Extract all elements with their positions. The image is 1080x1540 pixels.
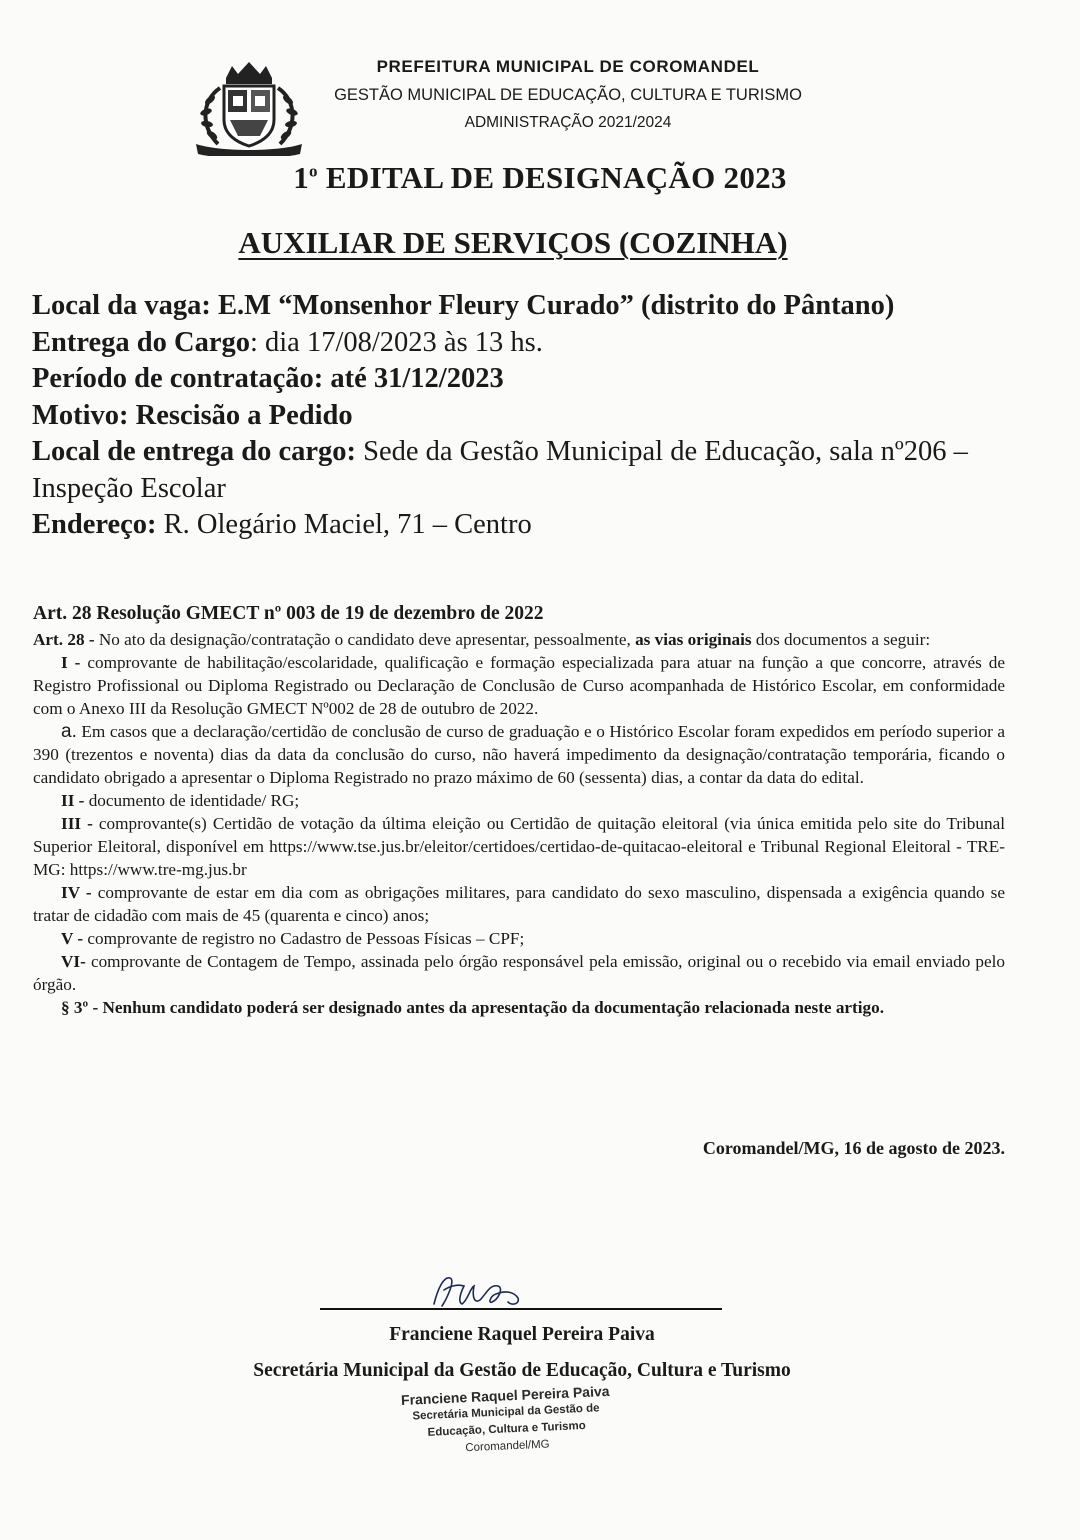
document-subtitle: AUXILIAR DE SERVIÇOS (COZINHA) [238, 225, 788, 260]
info-local-entrega: Local de entrega do cargo: Sede da Gestão Municipal de Educação, sala nº206 – Inspeção Escolar [32, 436, 968, 504]
info-motivo: Motivo: Rescisão a Pedido [32, 399, 353, 431]
item-ii: II - documento de identidade/ RG; [61, 791, 300, 810]
article-heading: Art. 28 Resolução GMECT nº 003 de 19 de dezembro de 2022 [33, 603, 544, 624]
gestao-subtitle: GESTÃO MUNICIPAL DE EDUCAÇÃO, CULTURA E TURISMO [334, 86, 802, 104]
item-iv: IV - comprovante de estar em dia com as obrigações militares, para candidato do sexo masculino, dispensada a exigência quando se tratar de cidadão com mais de 45 (quarenta e cinco) anos; [33, 883, 1005, 925]
item-a: a. Em casos que a declaração/certidão de conclusão de curso de graduação e o Histórico Escolar foram expedidos em período superior a 390 (trezentos e noventa) dias da data da conclusão do curso, não haverá impedimento da designação/contratação temporária, ficando o candidato obrigado a apresentar o Diploma Registrado no prazo máximo de 60 (sessenta) dias, a contar da data do edital. [33, 721, 1005, 787]
signatory-name: Franciene Raquel Pereira Paiva [389, 1324, 655, 1345]
title-ordinal: o [309, 161, 318, 181]
title-text: EDITAL DE DESIGNAÇÃO 2023 [325, 160, 787, 195]
municipal-crest-icon [190, 60, 308, 156]
signature-line [320, 1308, 722, 1310]
stamp-department: Educação, Cultura e Turismo [427, 1419, 587, 1439]
administracao-line: ADMINISTRAÇÃO 2021/2024 [464, 114, 672, 131]
signature-block [0, 1270, 1080, 1540]
item-vi: VI- comprovante de Contagem de Tempo, assinada pelo órgão responsável pela emissão, original ou o recebido via email enviado pelo órgão. [33, 952, 1005, 994]
paragraph-3: § 3º - Nenhum candidato poderá ser designado antes da apresentação da documentação relacionada neste artigo. [61, 998, 885, 1017]
stamp-role: Secretária Municipal da Gestão de [412, 1402, 600, 1423]
letterhead [190, 52, 1070, 152]
info-endereco: Endereço: R. Olegário Maciel, 71 – Centro [32, 509, 532, 540]
item-iii: III - comprovante(s) Certidão de votação da última eleição ou Certidão de quitação eleitoral (via única emitida pelo site do Tribunal Superior Eleitoral, disponível em https://www.tse.jus.br/eleitor/certidoes/certidao-de-quitacao-eleitoral e Tribunal Regional Eleitoral - TRE-MG: https://www.tre-mg.jus.br [33, 814, 1005, 879]
prefeitura-title: PREFEITURA MUNICIPAL DE COROMANDEL [376, 57, 760, 76]
signatory-role: Secretária Municipal da Gestão de Educação, Cultura e Turismo [253, 1360, 791, 1381]
stamp-name: Franciene Raquel Pereira Paiva [400, 1382, 610, 1408]
stamp-city: Coromandel/MG [465, 1438, 550, 1455]
article-body [33, 602, 1005, 1019]
document-title [0, 160, 1080, 196]
info-entrega: Entrega do Cargo: dia 17/08/2023 às 13 hs. [32, 326, 543, 358]
title-number: 1 [293, 160, 310, 195]
article-intro: Art. 28 - No ato da designação/contratação o candidato deve apresentar, pessoalmente, as vias originais dos documentos a seguir: [33, 630, 931, 649]
document-date: Coromandel/MG, 16 de agosto de 2023. [702, 1138, 1005, 1158]
info-periodo: Período de contratação: até 31/12/2023 [32, 363, 504, 394]
handwritten-signature [428, 1270, 528, 1312]
item-i: I - comprovante de habilitação/escolaridade, qualificação e formação especializada para atuar na função a que concorre, através de Registro Profissional ou Diploma Registrado ou Declaração de Conclusão de Curso acompanhada de Histórico Escolar, em conformidade com o Anexo III da Resolução GMECT Nº002 de 28 de outubro de 2022. [33, 653, 1005, 718]
item-v: V - comprovante de registro no Cadastro de Pessoas Físicas – CPF; [61, 929, 525, 948]
info-local-vaga: Local da vaga: E.M “Monsenhor Fleury Curado” (distrito do Pântano) [32, 290, 895, 321]
official-stamp [400, 1383, 613, 1460]
vacancy-info [32, 288, 1032, 544]
